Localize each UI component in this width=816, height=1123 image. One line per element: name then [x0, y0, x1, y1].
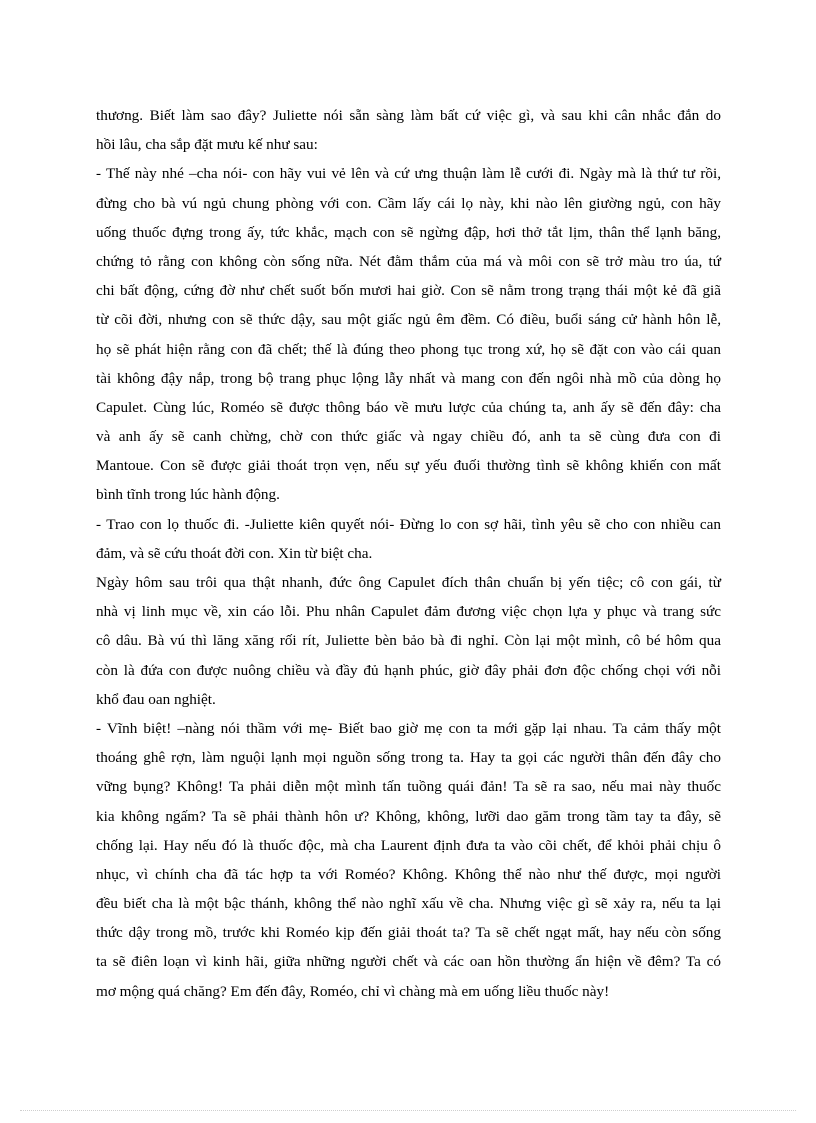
text-line: ta sẽ điên loạn vì kinh hãi, giữa những người chết và các oan hồn thường ẩn hiện về đêm? Ta có	[96, 953, 721, 971]
text-line: chứng tỏ rằng con không còn sống nữa. Nét đằm thắm của má và môi con sẽ trở màu tro úa, tứ	[96, 252, 721, 270]
text-line: - Thế này nhé –cha nói- con hãy vui vẻ lên và cứ ưng thuận làm lễ cưới đi. Ngày mà là thứ tư rồi,	[96, 165, 721, 183]
text-line: vững bụng? Không! Ta phải diễn một mình tấn tuồng quái đản! Ta sẽ ra sao, nếu mai này thuốc	[96, 778, 721, 796]
text-line: đừng cho bà vú ngủ chung phòng với con. Cầm lấy cái lọ này, khi nào lên giường ngủ, con hãy	[96, 194, 721, 212]
text-line: cô dâu. Bà vú thì lăng xăng rối rít, Juliette bèn bảo bà đi nghỉ. Còn lại một mình, cô bé hôm qua	[96, 632, 721, 650]
text-line: - Vĩnh biệt! –nàng nói thầm với mẹ- Biết bao giờ mẹ con ta mới gặp lại nhau. Ta cảm thấy một	[96, 719, 721, 737]
text-line: hồi lâu, cha sắp đặt mưu kế như sau:	[96, 136, 318, 154]
text-line: nhà vị linh mục về, xin cáo lỗi. Phu nhân Capulet đảm đương việc chọn lựa y phục và trang sức	[96, 603, 721, 621]
text-line: còn là đứa con được nuông chiều và đầy đủ hạnh phúc, giờ đây phải đơn độc chống chọi với nỗi	[96, 661, 721, 679]
text-line: nhục, vì chính cha đã tác hợp ta với Roméo? Không. Không thể nào như thế được, mọi người	[96, 865, 721, 883]
text-line: bình tĩnh trong lúc hành động.	[96, 486, 280, 504]
text-line: kia không ngấm? Ta sẽ phải thành hôn ư? Không, không, lưỡi dao găm trong tầm tay ta đây, sẽ	[96, 807, 721, 825]
text-line: thương. Biết làm sao đây? Juliette nói sẵn sàng làm bất cứ việc gì, và sau khi cân nhắc đắn do	[96, 107, 721, 124]
text-line: mơ mộng quá chăng? Em đến đây, Roméo, chỉ vì chàng mà em uống liều thuốc này!	[96, 982, 610, 1000]
text-line: đều biết cha là một bậc thánh, không thể nào nghĩ xấu về cha. Nhưng việc gì sẽ xảy ra, nếu ta lại	[96, 895, 721, 913]
document-page	[96, 101, 721, 1006]
text-line: uống thuốc đựng trong ấy, tức khắc, mạch con sẽ ngừng đập, hơi thở tắt lịm, thân thể lạnh băng,	[96, 223, 721, 241]
text-line: chống lại. Hay nếu đó là thuốc độc, mà cha Laurent định đưa ta vào cõi chết, để khỏi phải chịu ô	[96, 836, 721, 854]
text-line: - Trao con lọ thuốc đi. -Juliette kiên quyết nói- Đừng lo con sợ hãi, tình yêu sẽ cho con nhiều can	[96, 515, 721, 533]
text-line: Ngày hôm sau trôi qua thật nhanh, đức ông Capulet đích thân chuẩn bị yến tiệc; cô con gái, từ	[96, 574, 721, 591]
text-line: và anh ấy sẽ canh chừng, chờ con thức giấc và ngay chiều đó, anh ta sẽ cùng đưa con đi	[96, 428, 721, 446]
text-line: Capulet. Cùng lúc, Roméo sẽ được thông báo về mưu lược của chúng ta, anh ấy sẽ đến đây: cha	[96, 398, 721, 416]
text-line: họ sẽ phát hiện rằng con đã chết; thế là đúng theo phong tục trong xứ, họ sẽ đặt con vào cái quan	[96, 340, 721, 358]
text-line: khổ đau oan nghiệt.	[96, 690, 216, 708]
text-line: thoáng ghê rợn, làm nguội lạnh mọi nguồn sống trong ta. Hay ta gọi các người thân đến đây cho	[96, 749, 721, 767]
text-line: từ cõi đời, nhưng con sẽ thức dậy, sau một giấc ngủ êm đềm. Có điều, buổi sáng cử hành hôn lễ,	[96, 311, 721, 329]
text-line: đảm, và sẽ cứu thoát đời con. Xin từ biệt cha.	[96, 544, 373, 562]
text-line: chi bất động, cứng đờ như chết suốt bốn mươi hai giờ. Con sẽ nằm trong trạng thái một kẻ đã giã	[96, 282, 721, 300]
text-line: thức dậy trong mồ, trước khi Roméo kịp đến giải thoát ta? Ta sẽ chết ngạt mất, hay nếu còn sống	[96, 924, 721, 942]
page-bottom-divider	[20, 1110, 796, 1111]
text-line: tài không đậy nắp, trong bộ trang phục lộng lẫy nhất và mang con đến ngôi nhà mồ của dòng họ	[96, 369, 721, 387]
text-line: Mantoue. Con sẽ được giải thoát trọn vẹn, nếu sự yếu đuối thường tình sẽ không khiến con mất	[96, 457, 721, 475]
